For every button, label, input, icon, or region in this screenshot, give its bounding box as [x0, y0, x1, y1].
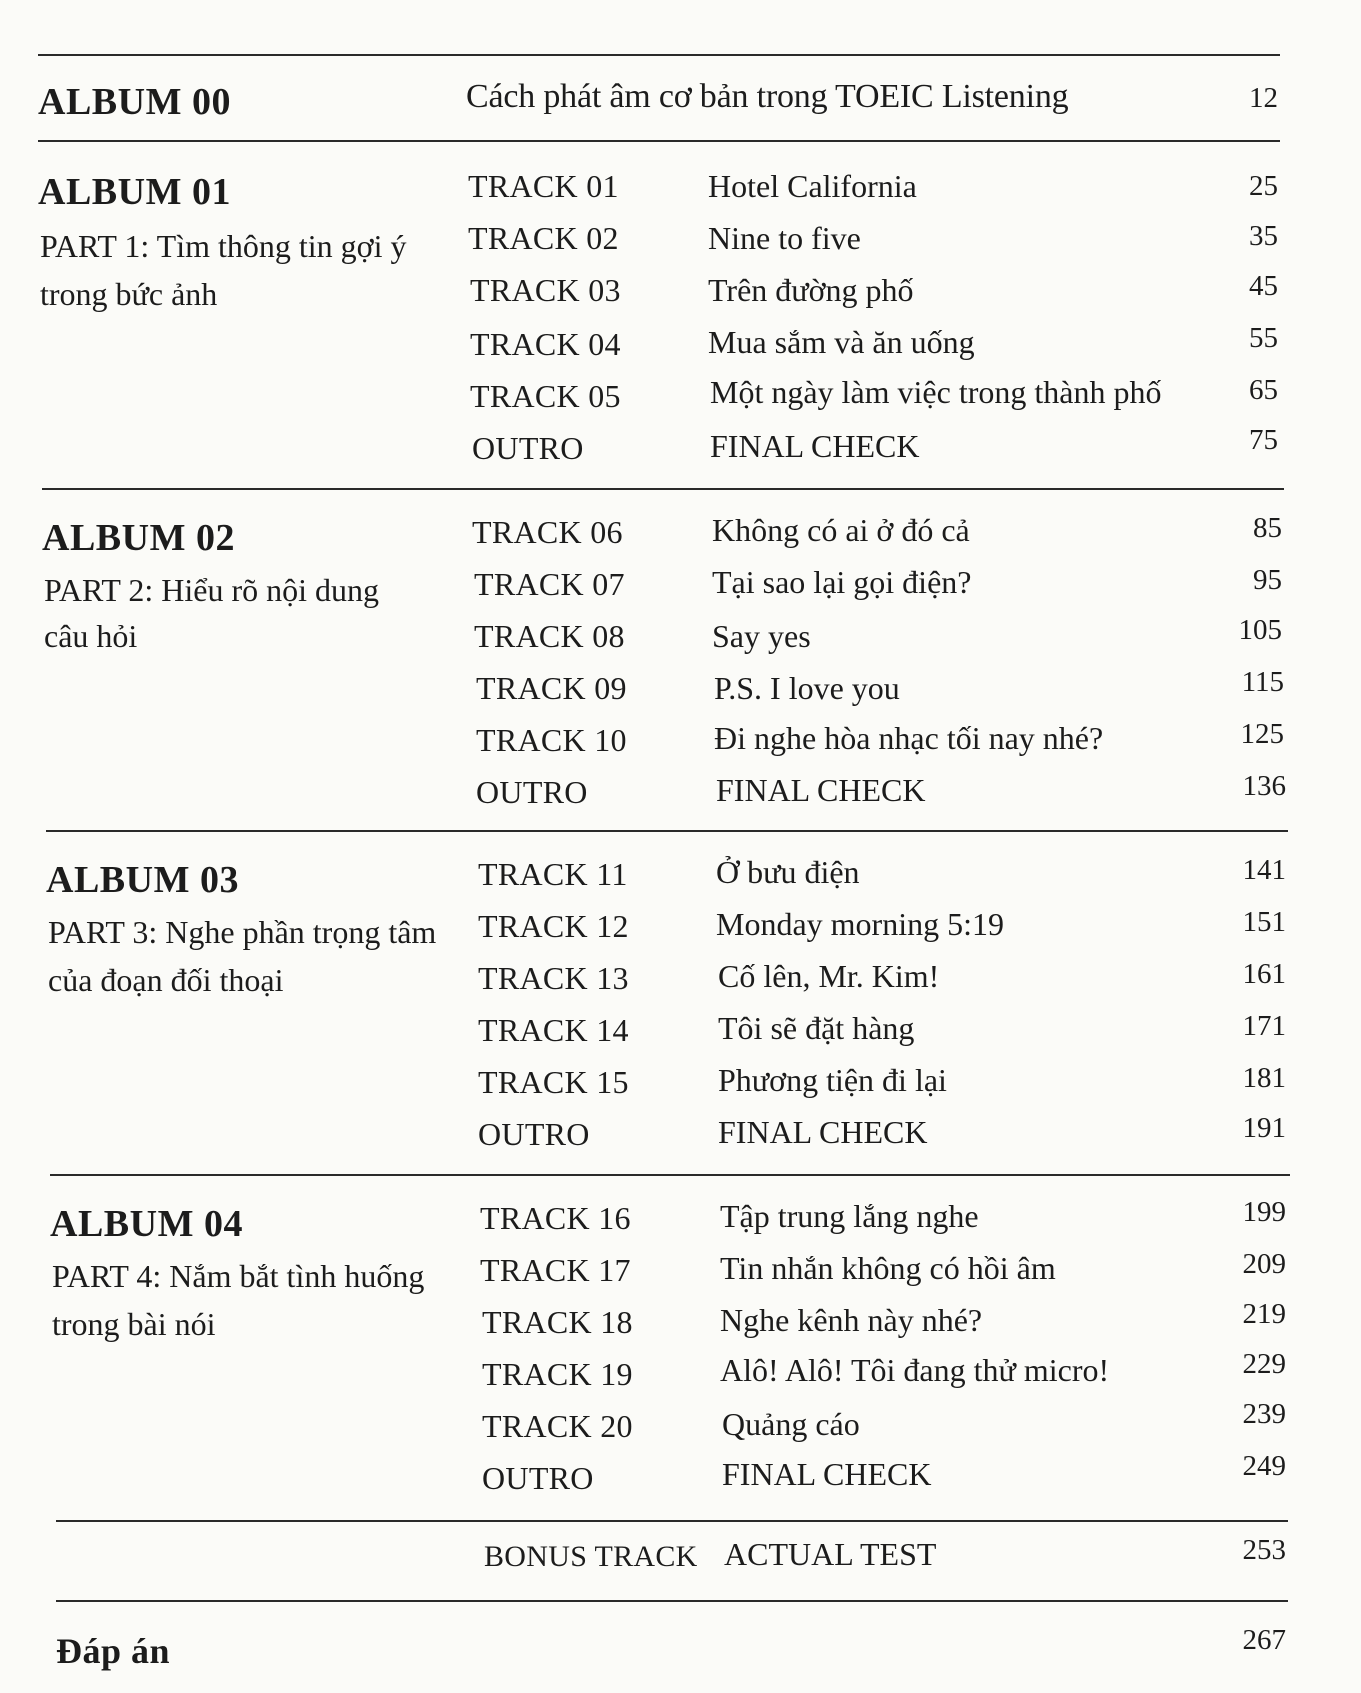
track-label: TRACK 05 — [470, 378, 621, 414]
album-03-part: PART 3: Nghe phần trọng tâm — [48, 914, 437, 950]
album-03-label: ALBUM 03 — [46, 859, 239, 901]
album-02-label: ALBUM 02 — [42, 517, 235, 559]
track-label: TRACK 09 — [476, 670, 627, 706]
track-title: Quảng cáo — [722, 1406, 860, 1442]
track-page: 125 — [1240, 718, 1284, 750]
track-title: Ở bưu điện — [716, 854, 860, 890]
album-01-part-line2: trong bức ảnh — [40, 276, 218, 312]
track-page: 75 — [1249, 424, 1278, 456]
track-title: Say yes — [712, 618, 811, 654]
track-label: TRACK 16 — [480, 1200, 631, 1236]
track-label: TRACK 18 — [482, 1304, 633, 1340]
album-04-label: ALBUM 04 — [50, 1203, 243, 1245]
track-page: 181 — [1242, 1062, 1286, 1094]
track-label: TRACK 01 — [468, 168, 619, 204]
track-page: 229 — [1242, 1348, 1286, 1380]
track-page: 95 — [1253, 564, 1282, 596]
album-02-part: PART 2: Hiểu rõ nội dung — [44, 572, 379, 608]
track-label: TRACK 10 — [476, 722, 627, 758]
track-page: 55 — [1249, 322, 1278, 354]
track-title: FINAL CHECK — [710, 428, 920, 464]
track-label: TRACK 08 — [474, 618, 625, 654]
track-page: 199 — [1242, 1196, 1286, 1228]
album-04-part-line2: trong bài nói — [52, 1306, 216, 1342]
track-title: Trên đường phố — [708, 272, 914, 308]
album-00-title: Cách phát âm cơ bản trong TOEIC Listening — [466, 78, 1069, 115]
bonus-track-page: 253 — [1242, 1534, 1286, 1566]
bonus-track-label: BONUS TRACK — [484, 1540, 698, 1573]
track-label: TRACK 14 — [478, 1012, 629, 1048]
answers-label: Đáp án — [56, 1631, 171, 1671]
track-title: Không có ai ở đó cả — [712, 512, 970, 548]
track-title: Một ngày làm việc trong thành phố — [710, 374, 1162, 410]
track-page: 161 — [1242, 958, 1286, 990]
track-title: Alô! Alô! Tôi đang thử micro! — [720, 1352, 1110, 1388]
track-label: OUTRO — [476, 774, 588, 810]
track-title: Monday morning 5:19 — [716, 906, 1004, 942]
track-title: Tập trung lắng nghe — [720, 1198, 979, 1234]
track-page: 105 — [1238, 614, 1282, 646]
track-label: TRACK 15 — [478, 1064, 629, 1100]
track-label: TRACK 19 — [482, 1356, 633, 1392]
album-03-part-line2: của đoạn đối thoại — [48, 962, 284, 998]
track-title: P.S. I love you — [714, 670, 900, 706]
track-label: OUTRO — [482, 1460, 594, 1496]
album-01-part: PART 1: Tìm thông tin gợi ý — [40, 228, 407, 264]
track-page: 45 — [1249, 270, 1278, 302]
track-page: 35 — [1249, 220, 1278, 252]
track-page: 151 — [1242, 906, 1286, 938]
track-page: 65 — [1249, 374, 1278, 406]
track-title: FINAL CHECK — [722, 1456, 932, 1492]
track-title: FINAL CHECK — [718, 1114, 928, 1150]
track-label: TRACK 07 — [474, 566, 625, 602]
divider — [56, 1600, 1288, 1602]
album-01-label: ALBUM 01 — [38, 171, 231, 213]
track-page: 171 — [1242, 1010, 1286, 1042]
answers-page: 267 — [1242, 1624, 1286, 1656]
track-page: 136 — [1242, 770, 1286, 802]
divider — [38, 54, 1280, 56]
track-page: 115 — [1241, 666, 1284, 698]
track-label: TRACK 11 — [478, 856, 628, 892]
track-title: Nghe kênh này nhé? — [720, 1302, 983, 1338]
divider — [42, 488, 1284, 490]
track-page: 239 — [1242, 1398, 1286, 1430]
album-02-part-line2: câu hỏi — [44, 618, 138, 654]
track-label: TRACK 02 — [468, 220, 619, 256]
track-label: TRACK 06 — [472, 514, 623, 550]
track-title: FINAL CHECK — [716, 772, 926, 808]
album-04-part: PART 4: Nắm bắt tình huống — [52, 1258, 425, 1294]
track-label: TRACK 03 — [470, 272, 621, 308]
track-page: 141 — [1242, 854, 1286, 886]
album-00-label: ALBUM 00 — [38, 81, 231, 123]
track-title: Nine to five — [708, 220, 861, 256]
track-page: 219 — [1242, 1298, 1286, 1330]
track-title: Phương tiện đi lại — [718, 1062, 947, 1098]
track-title: Tin nhắn không có hồi âm — [720, 1250, 1056, 1286]
track-label: TRACK 20 — [482, 1408, 633, 1444]
track-page: 249 — [1242, 1450, 1286, 1482]
track-title: Đi nghe hòa nhạc tối nay nhé? — [714, 720, 1104, 756]
divider — [38, 140, 1280, 142]
track-title: Tại sao lại gọi điện? — [712, 564, 972, 600]
track-label: TRACK 17 — [480, 1252, 631, 1288]
bonus-track-title: ACTUAL TEST — [724, 1536, 937, 1572]
track-page: 25 — [1249, 170, 1278, 202]
divider — [56, 1520, 1288, 1522]
track-title: Mua sắm và ăn uống — [708, 324, 975, 360]
track-label: TRACK 13 — [478, 960, 629, 996]
track-page: 85 — [1253, 512, 1282, 544]
track-page: 191 — [1242, 1112, 1286, 1144]
track-title: Cố lên, Mr. Kim! — [718, 958, 940, 994]
track-label: OUTRO — [472, 430, 584, 466]
track-label: OUTRO — [478, 1116, 590, 1152]
divider — [46, 830, 1288, 832]
track-label: TRACK 12 — [478, 908, 629, 944]
track-label: TRACK 04 — [470, 326, 621, 362]
album-00-page: 12 — [1249, 82, 1278, 114]
track-title: Hotel California — [708, 168, 917, 204]
track-page: 209 — [1242, 1248, 1286, 1280]
divider — [50, 1174, 1290, 1176]
track-title: Tôi sẽ đặt hàng — [718, 1010, 915, 1046]
